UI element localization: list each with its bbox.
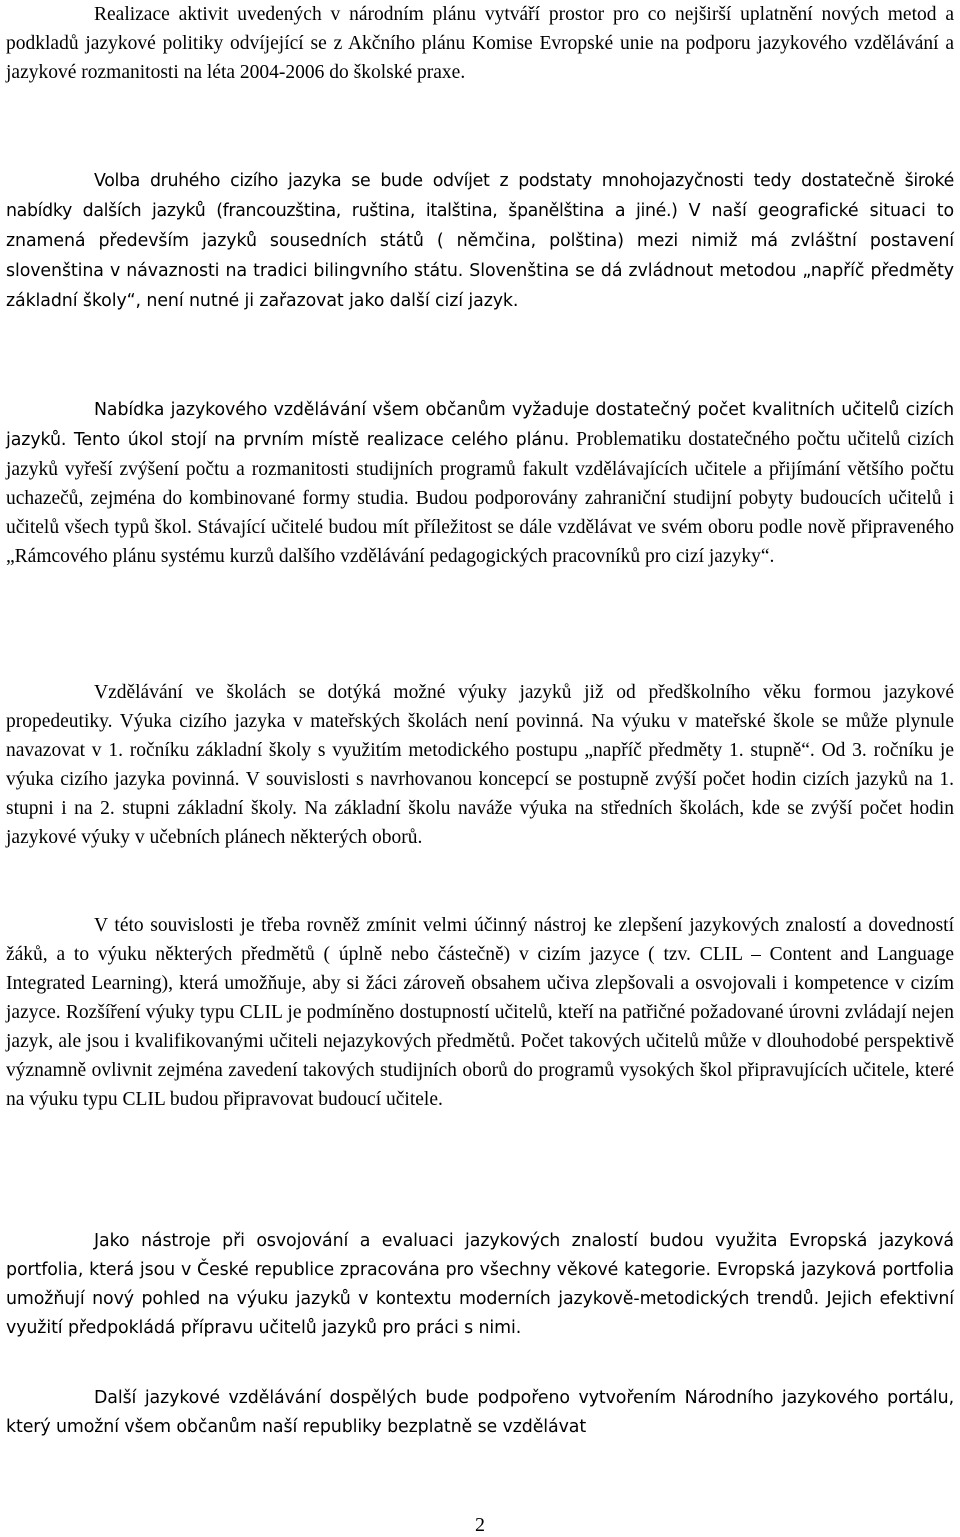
paragraph-school-education-text: Vzdělávání ve školách se dotýká možné výuky jazyků již od předškolního věku formou jazykové propedeutiky. Výuka cizího jazyka v mateřských školách není povinná. Na výuku v mateřské škole se může plynule navazovat v 1. ročníku základní školy s využitím metodického postupu „napříč předměty 1. stupně“. Od 3. ročníku je výuka cizího jazyka povinná. V souvislosti s navrhovanou koncepcí se postupně zvýší počet hodin cizích jazyků na 1. stupni i na 2. stupni základní školy. Na základní školu naváže výuka na středních školách, kde se zvýší počet hodin jazykové výuky v učebních plánech některých oborů. bbox=[6, 682, 954, 848]
paragraph-teachers-further-education: Stávající učitelé budou mít příležitost se dále vzdělávat ve svém oboru podle nově připraveného „Rámcového plánu systému kurzů dalšího vzdělávání pedagogických pracovníků pro cizí jazyky“. bbox=[6, 517, 954, 567]
paragraph-clil-text: V této souvislosti je třeba rovněž zmínit velmi účinný nástroj ke zlepšení jazykových znalostí a dovedností žáků, a to výuku některých předmětů ( úplně nebo částečně) v cizím jazyce ( tzv. CLIL – Content and Language Integrated Learning), která umožňuje, aby si žáci zároveň obsahem učiva zlepšovali a osvojovali i kompetence v cizím jazyce. Rozšíření výuky typu CLIL je podmíněno dostupností učitelů, kteří na patřičné požadované úrovni zvládají nejen jazyk, ale jsou i kvalifikovanými učiteli nejazykových předmětů. Počet takových učitelů může v dlouhodobé perspektivě významně ovlivnit zejména zavedení takových studijních oborů do programů vysokých škol připravujících učitele, které na výuku typu CLIL budou připravovat budoucí učitele. bbox=[6, 915, 954, 1110]
paragraph-action-plan bbox=[6, 0, 954, 87]
paragraph-second-language-intro: Volba druhého cizího jazyka se bude odvíjet z podstaty mnohojazyčnosti tedy dostatečně široké nabídky dalších jazyků (francouzština, ruština, italština, španělština a jiné.) bbox=[6, 171, 954, 221]
paragraph-school-education bbox=[6, 678, 954, 852]
paragraph-teachers-programs: Problematiku dostatečného počtu učitelů cizích jazyků vyřeší zvýšení počtu a rozmanitosti studijních programů fakult vzdělávajících učitele a přijímání většího počtu uchazečů, zejména do kombinované formy studia. Budou podporovány zahraniční studijní pobyty budoucích učitelů i učitelů všech typů škol. bbox=[6, 429, 954, 538]
page-number: 2 bbox=[475, 1514, 485, 1536]
paragraph-second-language bbox=[6, 166, 954, 316]
paragraph-second-language-rest: V naší geografické situaci to znamená především jazyků sousedních států ( němčina, polština) mezi nimiž má zvláštní postavení slovenština v návaznosti na tradici bilingvního státu. Slovenština se dá zvládnout metodou „napříč předměty základní školy“, není nutné ji zařazovat jako další cizí jazyk. bbox=[6, 201, 954, 311]
paragraph-teachers bbox=[6, 395, 954, 571]
paragraph-clil bbox=[6, 911, 954, 1114]
paragraph-adult-education-text: Další jazykové vzdělávání dospělých bude podpořeno vytvořením Národního jazykového portálu, který umožní všem občanům naší republiky bezplatně se vzdělávat bbox=[6, 1388, 954, 1437]
paragraph-adult-education bbox=[6, 1384, 954, 1442]
paragraph-language-portfolios bbox=[6, 1227, 954, 1343]
paragraph-language-portfolios-text: Jako nástroje při osvojování a evaluaci jazykových znalostí budou využita Evropská jazyková portfolia, která jsou v České republice zpracována pro všechny věkové kategorie. Evropská jazyková portfolia umožňují nový pohled na výuku jazyků v kontextu moderních jazykově-metodických trendů. Jejich efektivní využití předpokládá přípravu učitelů jazyků pro práci s nimi. bbox=[6, 1231, 954, 1338]
paragraph-action-plan-text: Realizace aktivit uvedených v národním plánu vytváří prostor pro co nejširší uplatnění nových metod a podkladů jazykové politiky odvíjející se z Akčního plánu Komise Evropské unie na podporu jazykového vzdělávání a jazykové rozmanitosti na léta 2004-2006 do školské praxe. bbox=[6, 4, 954, 83]
paragraph-teachers-intro: Nabídka jazykového vzdělávání všem občanům vyžaduje dostatečný počet kvalitních učitelů cizích jazyků. Tento úkol stojí na prvním místě realizace celého plánu. bbox=[6, 400, 954, 450]
